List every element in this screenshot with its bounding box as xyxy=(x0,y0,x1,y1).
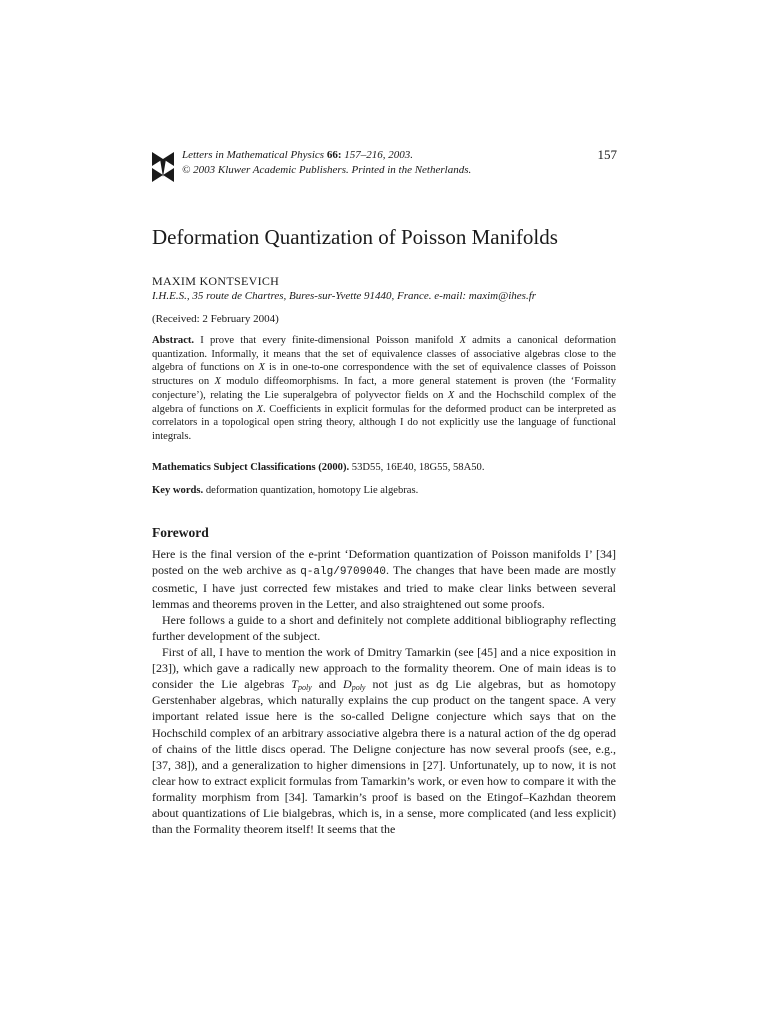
journal-name: Letters in Mathematical Physics xyxy=(182,149,325,161)
d-poly-base: D xyxy=(343,677,352,692)
t-poly-symbol xyxy=(291,677,311,691)
paragraph-1-text-a: Here is the final version of the e-print ‘Deformation quantization of Poisson manifolds I’ [34] posted on the web archive as xyxy=(152,547,616,578)
abstract xyxy=(152,334,616,444)
received-date: (Received: 2 February 2004) xyxy=(152,313,279,325)
author-name: MAXIM KONTSEVICH xyxy=(152,274,280,288)
body-text xyxy=(152,546,616,837)
subject-classification xyxy=(152,462,616,473)
abstract-text-1: I prove that every finite-dimensional Poisson manifold xyxy=(194,335,460,346)
abstract-text-2: admits a canonical deformation quantization. Informally, it means that the set of equivalence classes of associative algebras close to the algebra of functions on xyxy=(152,335,617,374)
keywords-value: deformation quantization, homotopy Lie algebras. xyxy=(203,485,419,496)
page-number: 157 xyxy=(597,147,617,162)
keywords-label: Key words. xyxy=(152,485,204,496)
abstract-text-3: is in one-to-one correspondence with the set of equivalence classes of Poisson structures on xyxy=(152,362,616,388)
abstract-var-4: X xyxy=(447,389,455,401)
abstract-var-3: X xyxy=(214,376,221,388)
arxiv-id: q-alg/9709040 xyxy=(300,566,387,579)
msc-value: 53D55, 16E40, 18G55, 58A50. xyxy=(349,462,485,473)
paragraph-3 xyxy=(152,644,616,837)
t-poly-subscript: poly xyxy=(297,683,312,693)
section-heading: Foreword xyxy=(152,525,209,540)
author-affiliation: I.H.E.S., 35 route de Chartres, Bures-sur-Yvette 91440, France. e-mail: maxim@ihes.fr xyxy=(152,290,537,302)
copyright-line: © 2003 Kluwer Academic Publishers. Printed in the Netherlands. xyxy=(182,164,472,176)
publisher-logo-icon xyxy=(152,150,174,186)
abstract-text-4: modulo diffeomorphisms. In fact, a more general statement is proven (the ‘Formality conjecture’), relating the Lie superalgebra of polyvector fields on xyxy=(152,376,617,401)
journal-volume: 66: xyxy=(326,149,342,161)
paragraph-2: Here follows a guide to a short and definitely not complete additional bibliography reflecting further development of the subject. xyxy=(152,613,616,644)
abstract-var-5: X xyxy=(256,403,263,415)
paragraph-3-text-b: not just as dg Lie algebras, but as homotopy Gerstenhaber algebras, which naturally explains the cup product on the tangent space. A very important related issue here is the so-called Deligne conjecture which says that on the Hochschild complex of an arbitrary associative algebra there is a natural action of the dg operad of chains of the little discs operad. The Deligne conjecture has now several proofs (see, e.g., [37, 38]), and a generalization to higher dimensions in [27]. Unfortunately, up to now, it is not clear how to extract explicit formulas from Tamarkin’s work, or even how to compare it with the formality morphism from [34]. Tamarkin’s proof is based on the Etingof–Kazhdan theorem about quantizations of Lie bialgebras, which is, in a sense, more complicated (and less explicit) than the Formality theorem itself! It seems that the xyxy=(152,677,617,836)
paragraph-3-and: and xyxy=(311,677,344,692)
abstract-var-2: X xyxy=(258,362,265,374)
journal-pages-year: 157–216, 2003. xyxy=(344,149,413,161)
paper-title: Deformation Quantization of Poisson Manifolds xyxy=(152,225,558,249)
abstract-text-6: . Coefficients in explicit formulas for the deformed product can be interpreted as correlators in a topological open string theory, although I do not explicitly use the language of functional integrals. xyxy=(152,403,616,442)
d-poly-subscript: poly xyxy=(351,683,366,693)
msc-label: Mathematics Subject Classifications (2000). xyxy=(152,462,350,473)
journal-citation xyxy=(182,148,582,178)
abstract-label: Abstract. xyxy=(152,335,195,346)
paragraph-3-text-a: First of all, I have to mention the work of Dmitry Tamarkin (see [45] and a nice exposition in [23]), which gave a radically new approach to the formality theorem. One of main ideas is to consider the Lie algebras xyxy=(152,645,616,692)
d-poly-symbol xyxy=(343,677,365,691)
abstract-var-1: X xyxy=(459,335,466,346)
paragraph-1-text-b: . The changes that have been made are mostly cosmetic, I have just corrected few mistakes and tried to make clear links between several lemmas and theorems proven in the Letter, and also straightened out some proofs. xyxy=(152,563,616,612)
paragraph-1 xyxy=(152,546,616,612)
abstract-text-5: and the Hochschild complex of the algebra of functions on xyxy=(152,389,616,415)
t-poly-base: T xyxy=(291,677,298,692)
keywords xyxy=(152,485,616,496)
